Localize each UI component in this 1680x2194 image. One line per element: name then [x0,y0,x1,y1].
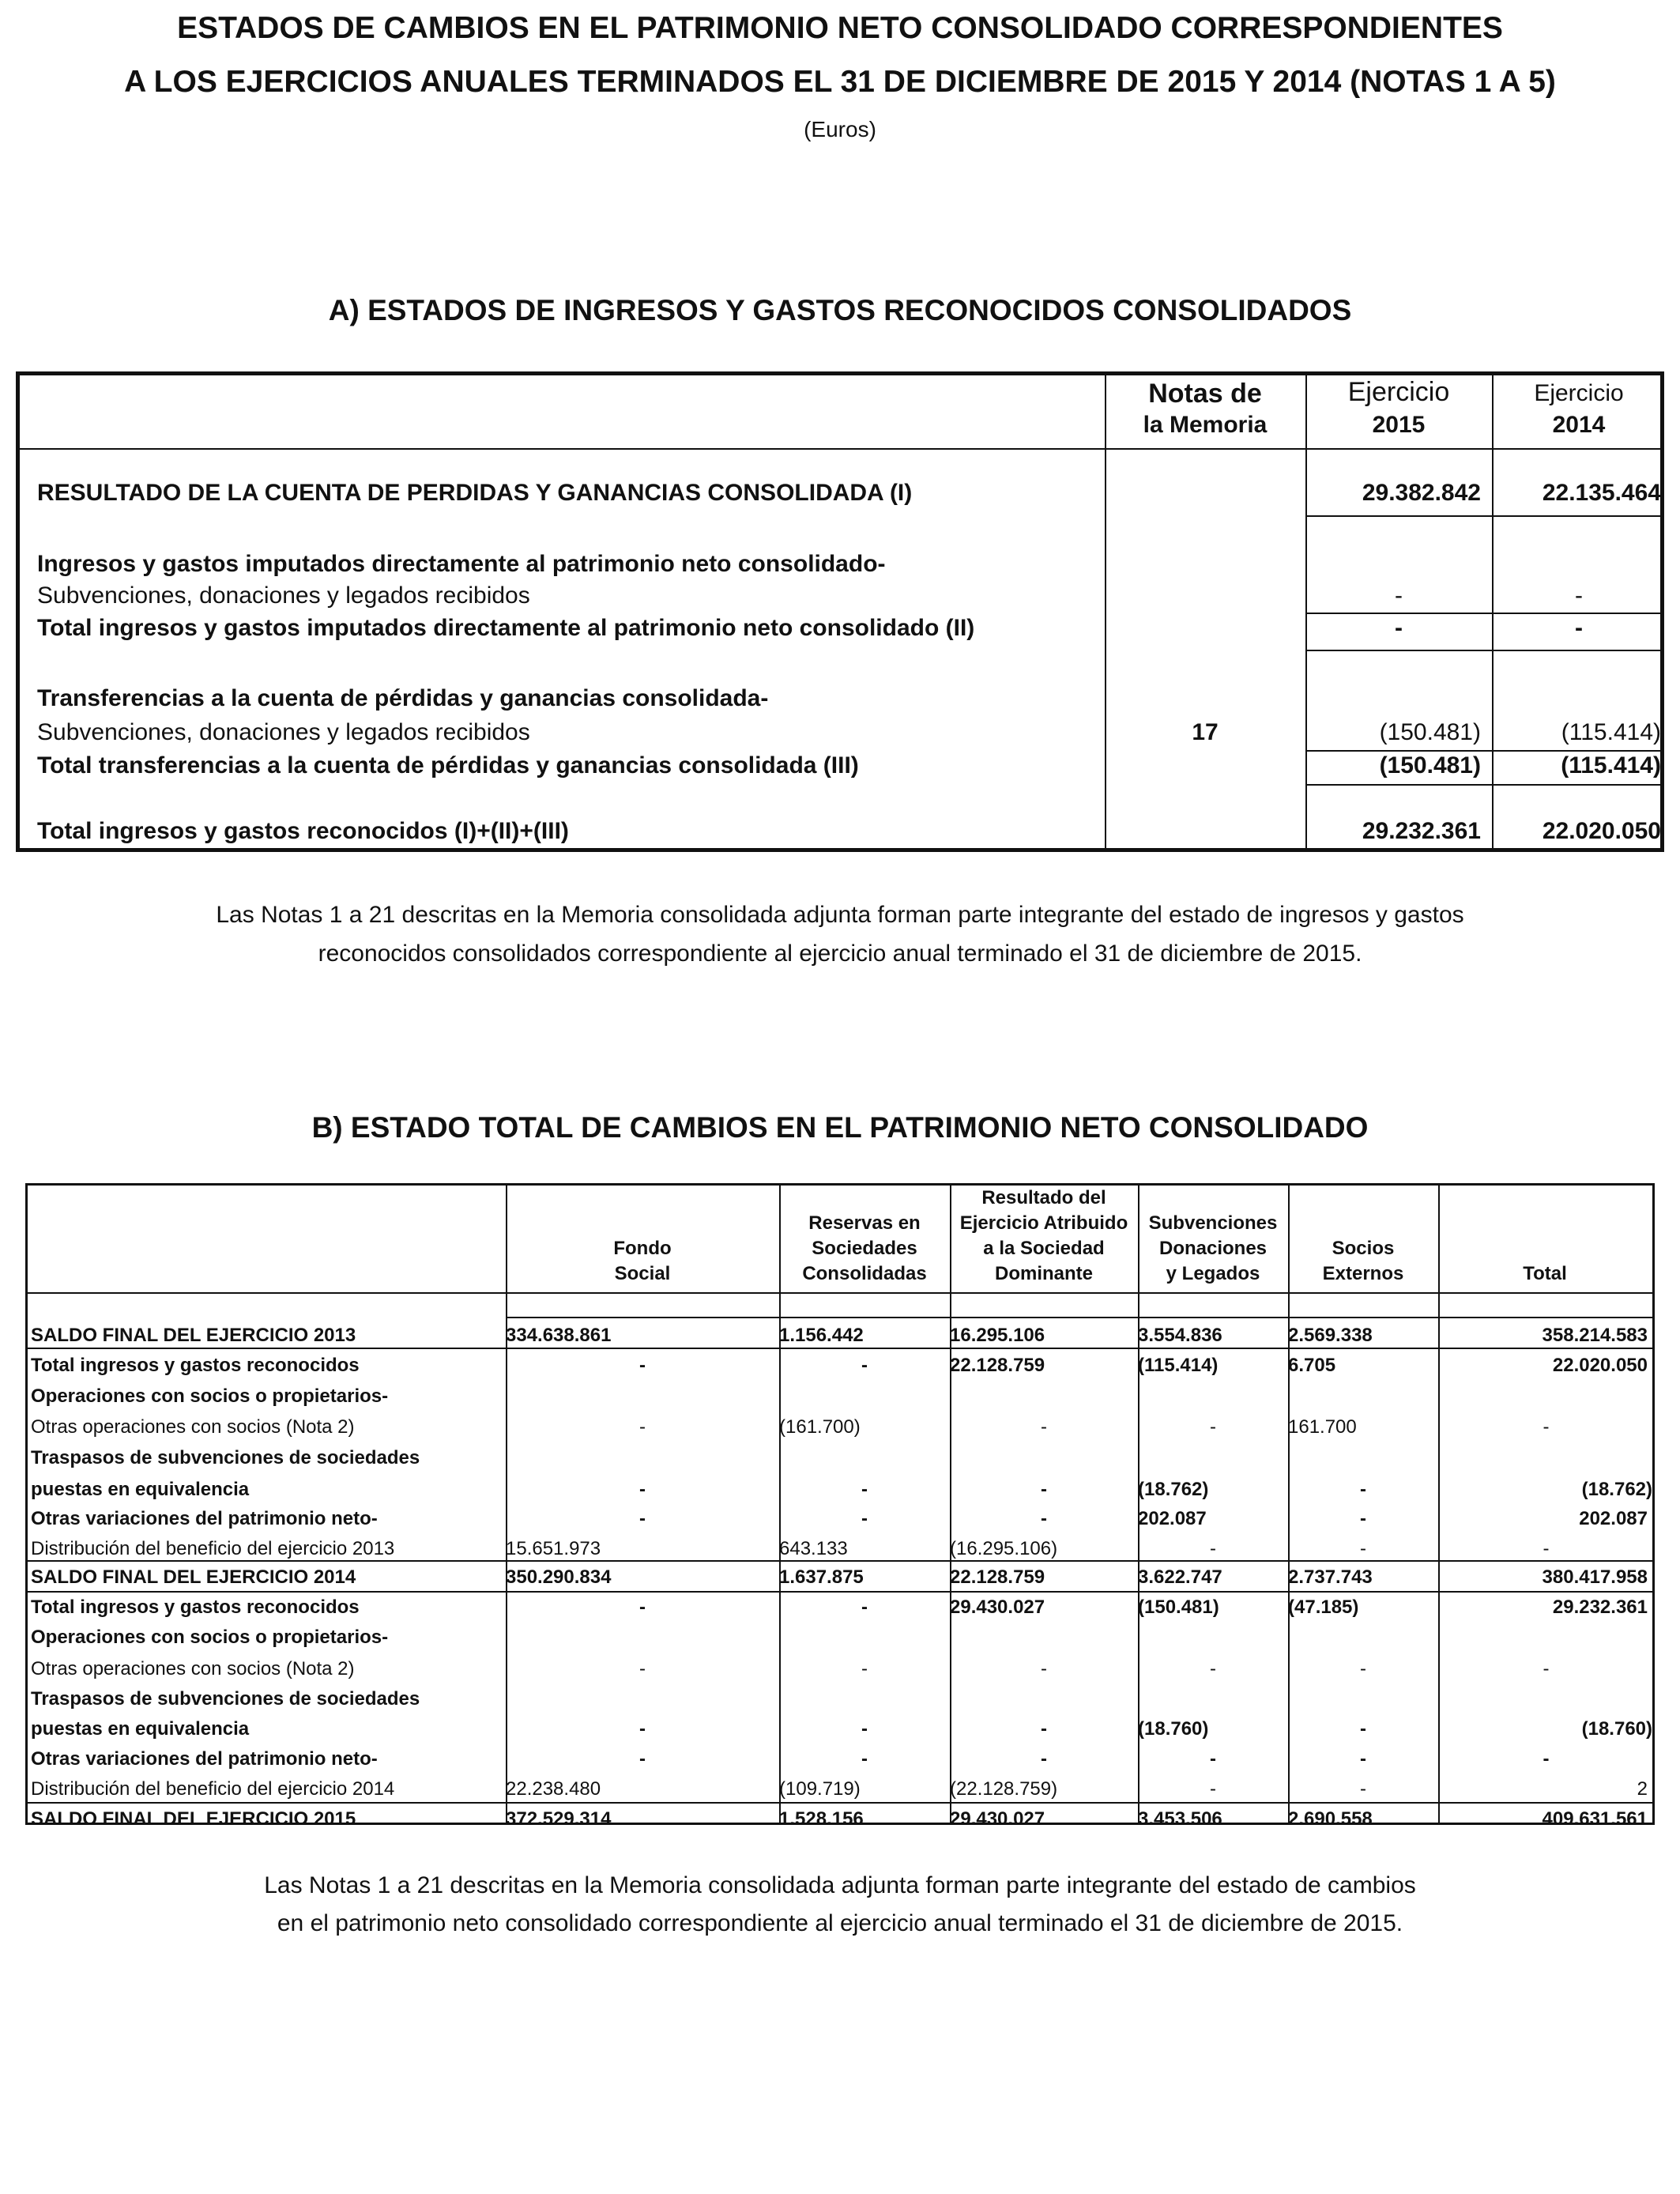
row-label: Distribución del beneficio del ejercicio 2014 [31,1778,395,1800]
row-value: - [1360,1538,1366,1559]
row-value: - [861,1658,868,1679]
row-value: 202.087 [1579,1508,1648,1529]
row-subv1-2015: - [1395,582,1403,609]
row-resultado-label: RESULTADO DE LA CUENTA DE PERDIDAS Y GANANCIAS CONSOLIDADA (I) [37,480,913,506]
row-total-ii-2014: - [1575,615,1583,641]
row-value: 161.700 [1288,1416,1357,1438]
row-label: Otras operaciones con socios (Nota 2) [31,1658,355,1679]
col-notas-header-2: la Memoria [1143,412,1268,438]
row-value: 29.430.027 [950,1596,1045,1618]
row-value: 16.295.106 [950,1325,1045,1346]
row-label: SALDO FINAL DEL EJERCICIO 2015 [31,1808,356,1830]
row-value: (18.760) [1138,1718,1209,1740]
row-value: - [861,1355,868,1376]
page-title-line2: A LOS EJERCICIOS ANUALES TERMINADOS EL 31 DE DICIEMBRE DE 2015 Y 2014 (NOTAS 1 A 5) [124,65,1556,99]
currency-label: (Euros) [804,117,876,141]
row-value: - [1041,1416,1047,1438]
row-value: 3.453.506 [1138,1808,1222,1830]
row-value: - [1543,1416,1550,1438]
row-value: - [1360,1658,1366,1679]
row-value: (22.128.759) [950,1778,1058,1800]
row-label: Operaciones con socios o propietarios- [31,1385,389,1407]
row-value: - [639,1748,646,1770]
row-label: Distribución del beneficio del ejercicio 2013 [31,1538,395,1559]
row-value: 22.020.050 [1552,1355,1648,1376]
row-value: - [1360,1748,1366,1770]
income-expense-table [16,371,1664,852]
col-subvenciones: Subvenciones Donaciones y Legados [1148,1212,1278,1284]
row-value: (150.481) [1138,1596,1219,1618]
row-value: (18.762) [1581,1479,1652,1500]
row-value: - [1210,1538,1216,1559]
row-label: Operaciones con socios o propietarios- [31,1627,389,1648]
row-value: - [1360,1718,1366,1740]
row-label: SALDO FINAL DEL EJERCICIO 2013 [31,1325,356,1346]
row-value: (109.719) [779,1778,861,1800]
row-value: - [639,1718,646,1740]
col-resultado: Resultado del Ejercicio Atribuido a la Sociedad Dominante [959,1187,1128,1284]
row-value: (47.185) [1288,1596,1359,1618]
row-value: - [1041,1748,1047,1770]
row-value: - [639,1508,646,1529]
row-value: - [1360,1479,1366,1500]
row-value: 350.290.834 [506,1566,612,1588]
col-2014-year: 2014 [1552,412,1606,438]
section-b-note-line1: Las Notas 1 a 21 descritas en la Memoria consolidada adjunta forman parte integrante del estado de cambios [264,1872,1416,1898]
row-total-label: Total ingresos y gastos reconocidos (I)+(II)+(III) [37,818,569,844]
row-ingresos-header: Ingresos y gastos imputados directamente al patrimonio neto consolidado- [37,551,886,577]
row-subv2-2014: (115.414) [1561,719,1661,745]
row-subv2-2015: (150.481) [1379,719,1481,745]
row-value: - [861,1718,868,1740]
row-value: - [639,1416,646,1438]
col-total: Total [1523,1263,1567,1284]
row-label: Otras operaciones con socios (Nota 2) [31,1416,355,1438]
row-total-2014: 22.020.050 [1542,818,1661,844]
row-value: 22.238.480 [506,1778,601,1800]
row-value: - [639,1355,646,1376]
section-b-title: B) ESTADO TOTAL DE CAMBIOS EN EL PATRIMONIO NETO CONSOLIDADO [311,1111,1369,1144]
section-b-note-line2: en el patrimonio neto consolidado correspondiente al ejercicio anual terminado el 31 de diciembre de 2015. [277,1910,1403,1936]
equity-changes-table [25,1183,1655,1830]
col-2015-header: Ejercicio [1347,377,1450,407]
row-total-iii-2015: (150.481) [1379,752,1481,778]
row-label: puestas en equivalencia [31,1718,250,1740]
row-value: 22.128.759 [950,1566,1045,1588]
row-value: 358.214.583 [1542,1325,1648,1346]
section-a-note-line1: Las Notas 1 a 21 descritas en la Memoria consolidada adjunta forman parte integrante del estado de ingresos y gastos [216,902,1464,928]
row-subv2-nota: 17 [1192,719,1219,745]
row-value: 334.638.861 [506,1325,612,1346]
row-value: (18.762) [1138,1479,1209,1500]
row-value: 6.705 [1288,1355,1336,1376]
page-title-line1: ESTADOS DE CAMBIOS EN EL PATRIMONIO NETO CONSOLIDADO CORRESPONDIENTES [177,11,1503,45]
row-subv1-2014: - [1575,582,1583,609]
row-label: Total ingresos y gastos reconocidos [31,1355,360,1376]
row-value: - [639,1596,646,1618]
row-value: 372.529.314 [506,1808,612,1830]
row-value: - [1210,1748,1216,1770]
row-label: SALDO FINAL DEL EJERCICIO 2014 [31,1566,356,1588]
row-label: Otras variaciones del patrimonio neto- [31,1748,378,1770]
row-value: - [861,1596,868,1618]
row-value: - [1210,1778,1216,1800]
col-socios-externos: Socios Externos [1322,1238,1404,1284]
row-label: Otras variaciones del patrimonio neto- [31,1508,378,1529]
row-value: 15.651.973 [506,1538,601,1559]
section-a-note-line2: reconocidos consolidados correspondiente al ejercicio anual terminado el 31 de diciembre de 2015. [318,941,1362,967]
col-2014-header: Ejercicio [1534,380,1624,406]
row-label: Total ingresos y gastos reconocidos [31,1596,360,1618]
row-label: puestas en equivalencia [31,1479,250,1500]
row-value: 409.631.561 [1542,1808,1648,1830]
row-value: - [1543,1538,1550,1559]
row-value: - [1360,1778,1366,1800]
row-label: Traspasos de subvenciones de sociedades [31,1447,420,1468]
row-value: - [1041,1479,1047,1500]
row-value: 1.156.442 [779,1325,864,1346]
row-value: 29.430.027 [950,1808,1045,1830]
row-value: 643.133 [779,1538,848,1559]
row-value: - [861,1479,868,1500]
col-reservas: Reservas en Sociedades Consolidadas [802,1212,927,1284]
row-value: - [1543,1748,1550,1770]
row-value: - [861,1748,868,1770]
row-label: Traspasos de subvenciones de sociedades [31,1688,420,1710]
col-2015-year: 2015 [1372,412,1426,438]
row-value: - [639,1658,646,1679]
row-value: - [1041,1508,1047,1529]
row-value: 22.128.759 [950,1355,1045,1376]
row-total-iii-label: Total transferencias a la cuenta de pérdidas y ganancias consolidada (III) [37,752,859,778]
row-value: - [1041,1658,1047,1679]
row-value: 202.087 [1138,1508,1207,1529]
row-value: 1.637.875 [779,1566,864,1588]
row-total-ii-2015: - [1395,615,1403,641]
row-value: (16.295.106) [950,1538,1058,1559]
row-value: (161.700) [779,1416,861,1438]
row-value: 2.737.743 [1288,1566,1373,1588]
row-value: 3.554.836 [1138,1325,1222,1346]
row-value: (115.414) [1138,1355,1219,1376]
section-a-title: A) ESTADOS DE INGRESOS Y GASTOS RECONOCIDOS CONSOLIDADOS [328,294,1352,326]
row-total-2015: 29.232.361 [1362,818,1481,844]
row-resultado-2015: 29.382.842 [1362,480,1481,506]
row-value: 1.528.156 [779,1808,864,1830]
col-notas-header: Notas de [1148,379,1262,409]
row-value: - [639,1479,646,1500]
row-resultado-2014: 22.135.464 [1542,480,1661,506]
row-subv1-label: Subvenciones, donaciones y legados recibidos [37,582,530,609]
row-total-ii-label: Total ingresos y gastos imputados directamente al patrimonio neto consolidado (II) [37,615,975,641]
row-value: 2.569.338 [1288,1325,1373,1346]
row-value: 3.622.747 [1138,1566,1222,1588]
row-value: - [1210,1416,1216,1438]
row-value: 29.232.361 [1552,1596,1648,1618]
row-value: - [1210,1658,1216,1679]
row-value: - [1041,1718,1047,1740]
row-total-iii-2014: (115.414) [1561,752,1661,778]
row-value: - [1543,1658,1550,1679]
row-value: (18.760) [1581,1718,1652,1740]
row-transf-header: Transferencias a la cuenta de pérdidas y ganancias consolidada- [37,685,769,711]
row-value: 2 [1637,1778,1648,1800]
col-fondo-social: Fondo Social [613,1238,672,1284]
row-value: - [861,1508,868,1529]
row-subv2-label: Subvenciones, donaciones y legados recibidos [37,719,530,745]
row-value: 2.690.558 [1288,1808,1373,1830]
row-value: - [1360,1508,1366,1529]
row-value: 380.417.958 [1542,1566,1648,1588]
